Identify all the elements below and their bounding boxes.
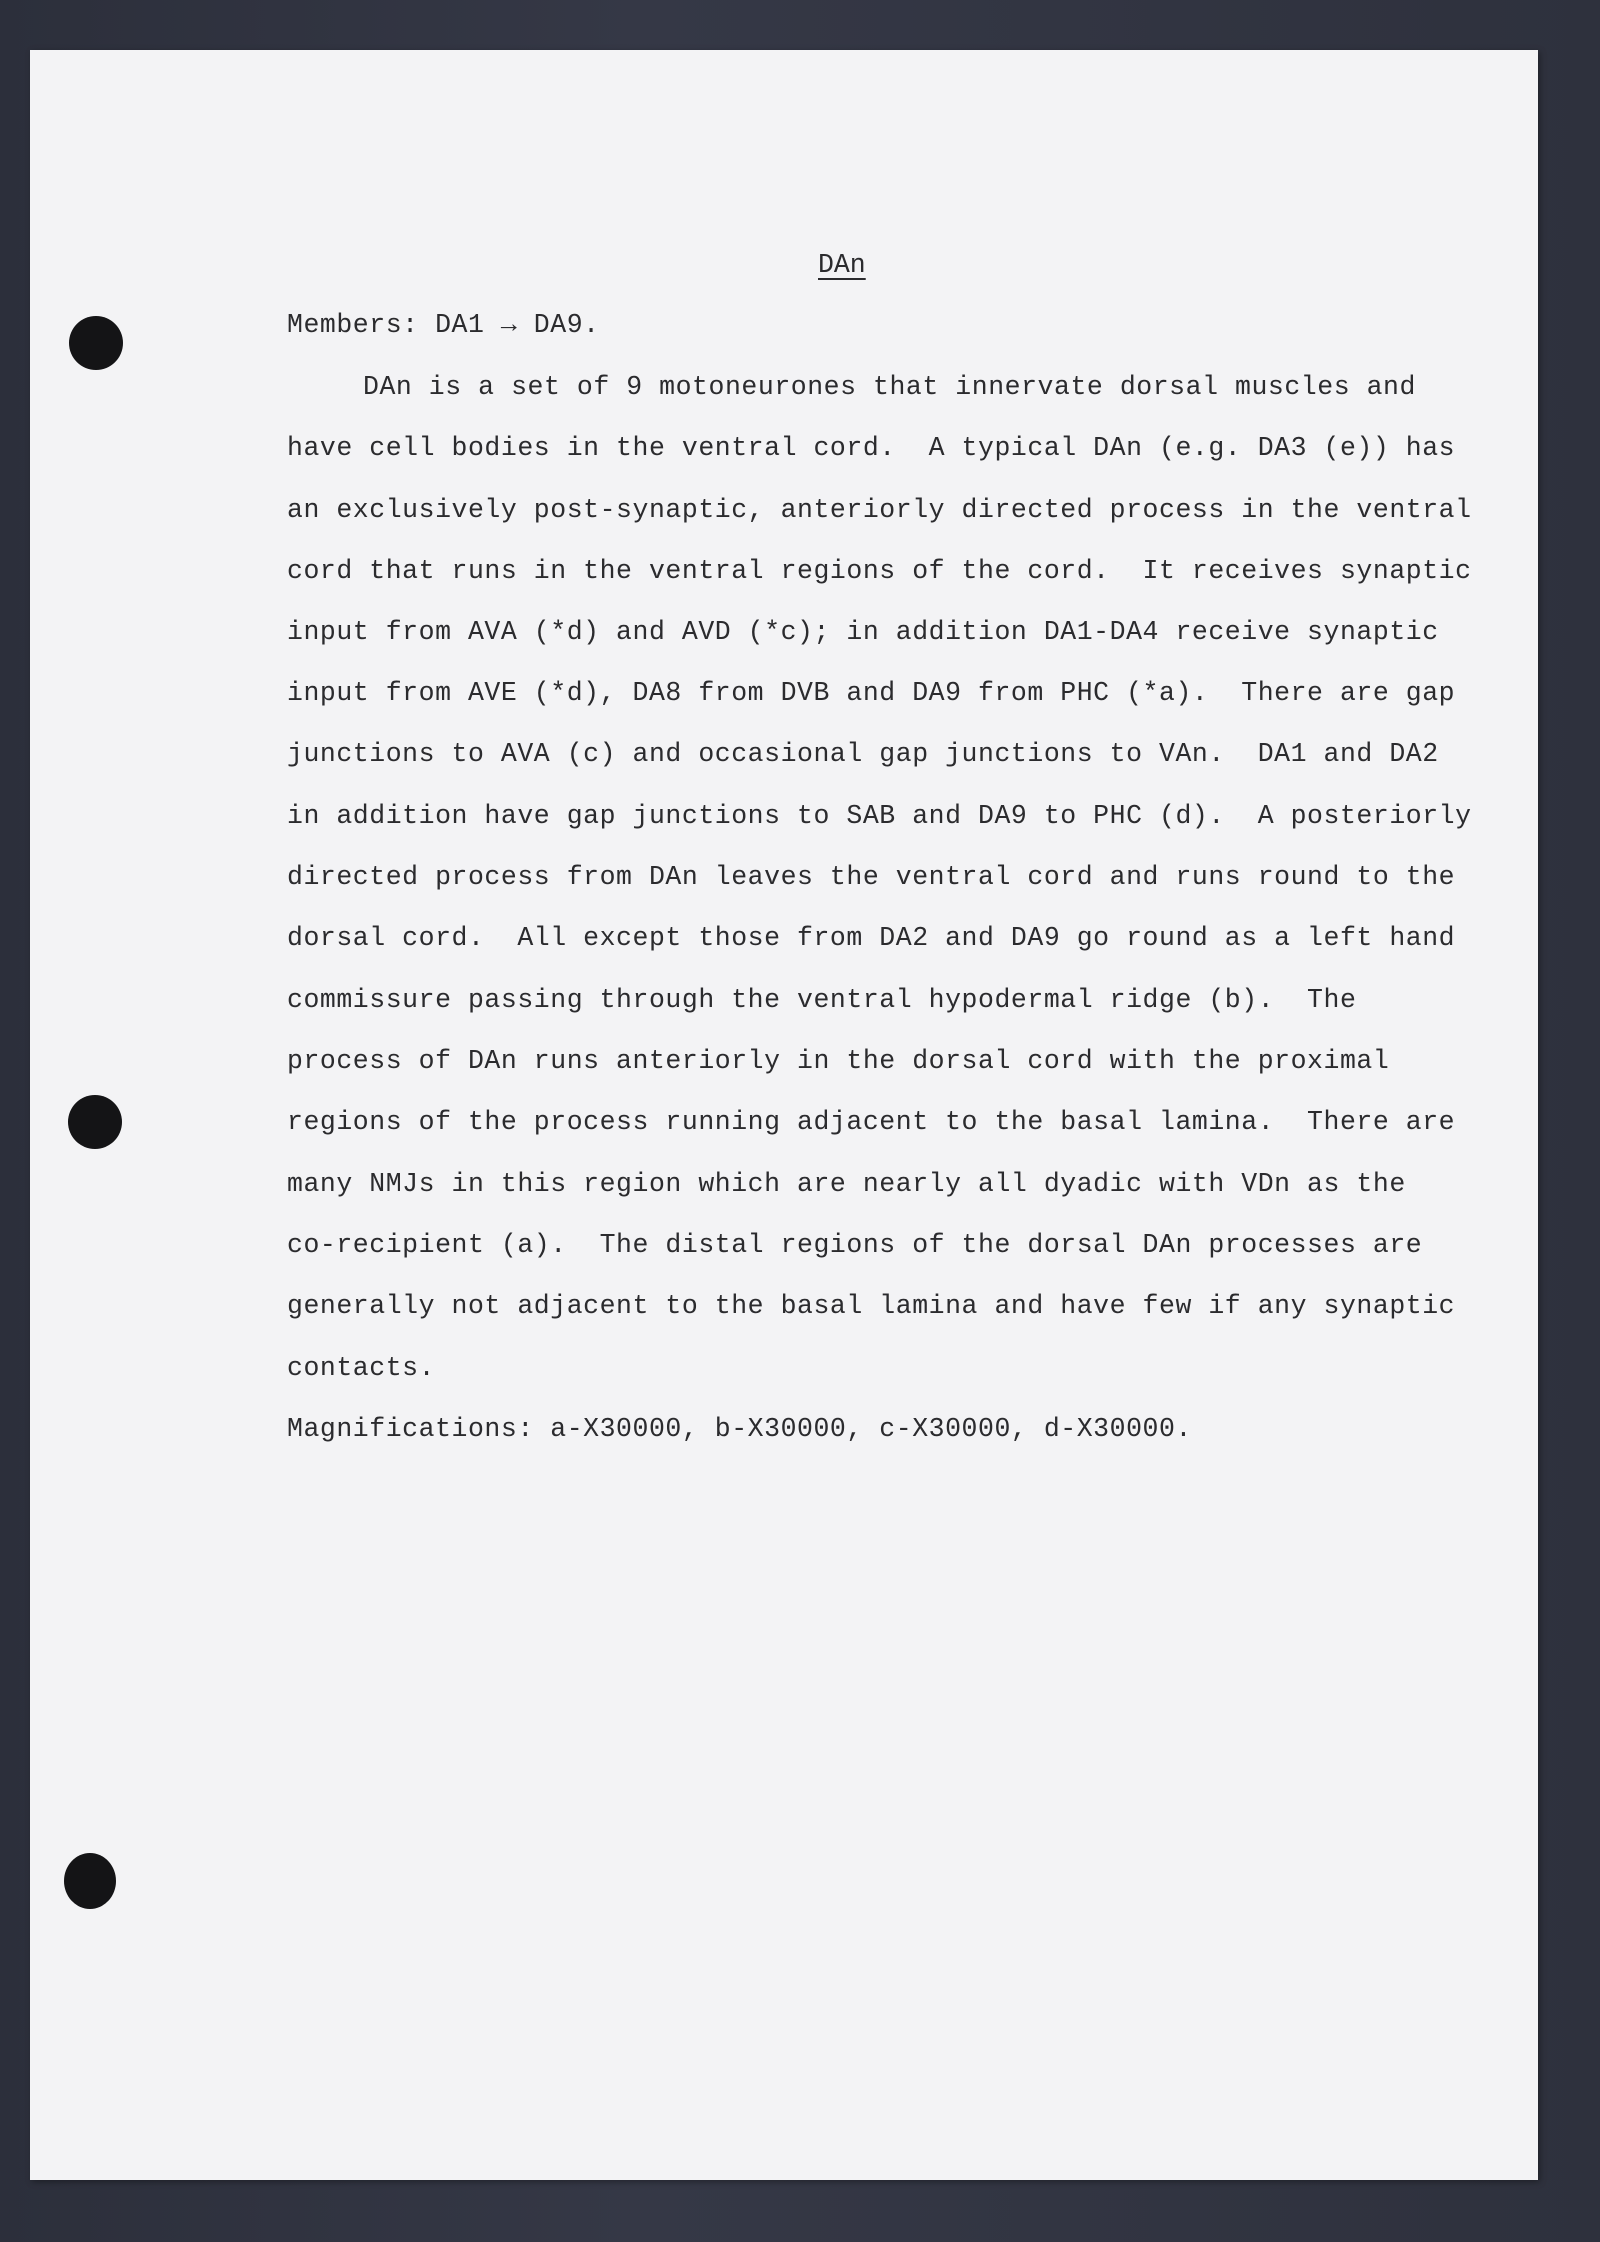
paragraph-line: directed process from DAn leaves the ventral cord and runs round to the bbox=[287, 862, 1456, 892]
paragraph-line: process of DAn runs anteriorly in the dorsal cord with the proximal bbox=[287, 1046, 1390, 1076]
paragraph-line: many NMJs in this region which are nearly all dyadic with VDn as the bbox=[287, 1169, 1406, 1199]
paragraph-line: junctions to AVA (c) and occasional gap junctions to VAn. DA1 and DA2 bbox=[287, 739, 1439, 769]
paragraph-line: commissure passing through the ventral hypodermal ridge (b). The bbox=[287, 985, 1357, 1015]
paragraph-line: have cell bodies in the ventral cord. A typical DAn (e.g. DA3 (e)) has bbox=[287, 433, 1456, 463]
paragraph-line: dorsal cord. All except those from DA2 and DA9 go round as a left hand bbox=[287, 923, 1456, 953]
paragraph-line: input from AVE (*d), DA8 from DVB and DA9 from PHC (*a). There are gap bbox=[287, 678, 1456, 708]
paragraph-line: in addition have gap junctions to SAB and DA9 to PHC (d). A posteriorly bbox=[287, 801, 1472, 831]
punch-hole bbox=[64, 1853, 116, 1909]
paragraph-line: an exclusively post-synaptic, anteriorly directed process in the ventral bbox=[287, 495, 1472, 525]
paragraph-line: cord that runs in the ventral regions of the cord. It receives synaptic bbox=[287, 556, 1472, 586]
paragraph-line: contacts. bbox=[287, 1353, 436, 1383]
paragraph-line: regions of the process running adjacent to the basal lamina. There are bbox=[287, 1107, 1456, 1137]
paragraph-line: input from AVA (*d) and AVD (*c); in addition DA1-DA4 receive synaptic bbox=[287, 617, 1439, 647]
punch-hole bbox=[69, 316, 123, 370]
paragraph-line: DAn is a set of 9 motoneurones that innervate dorsal muscles and bbox=[363, 372, 1416, 402]
magnifications-line: Magnifications: a-X30000, b-X30000, c-X30000, d-X30000. bbox=[287, 1414, 1192, 1444]
paragraph-line: generally not adjacent to the basal lamina and have few if any synaptic bbox=[287, 1291, 1456, 1321]
paragraph-line: co-recipient (a). The distal regions of the dorsal DAn processes are bbox=[287, 1230, 1423, 1260]
page-title: DAn bbox=[818, 250, 866, 280]
members-line: Members: DA1 → DA9. bbox=[287, 310, 600, 340]
punch-hole bbox=[68, 1095, 122, 1149]
